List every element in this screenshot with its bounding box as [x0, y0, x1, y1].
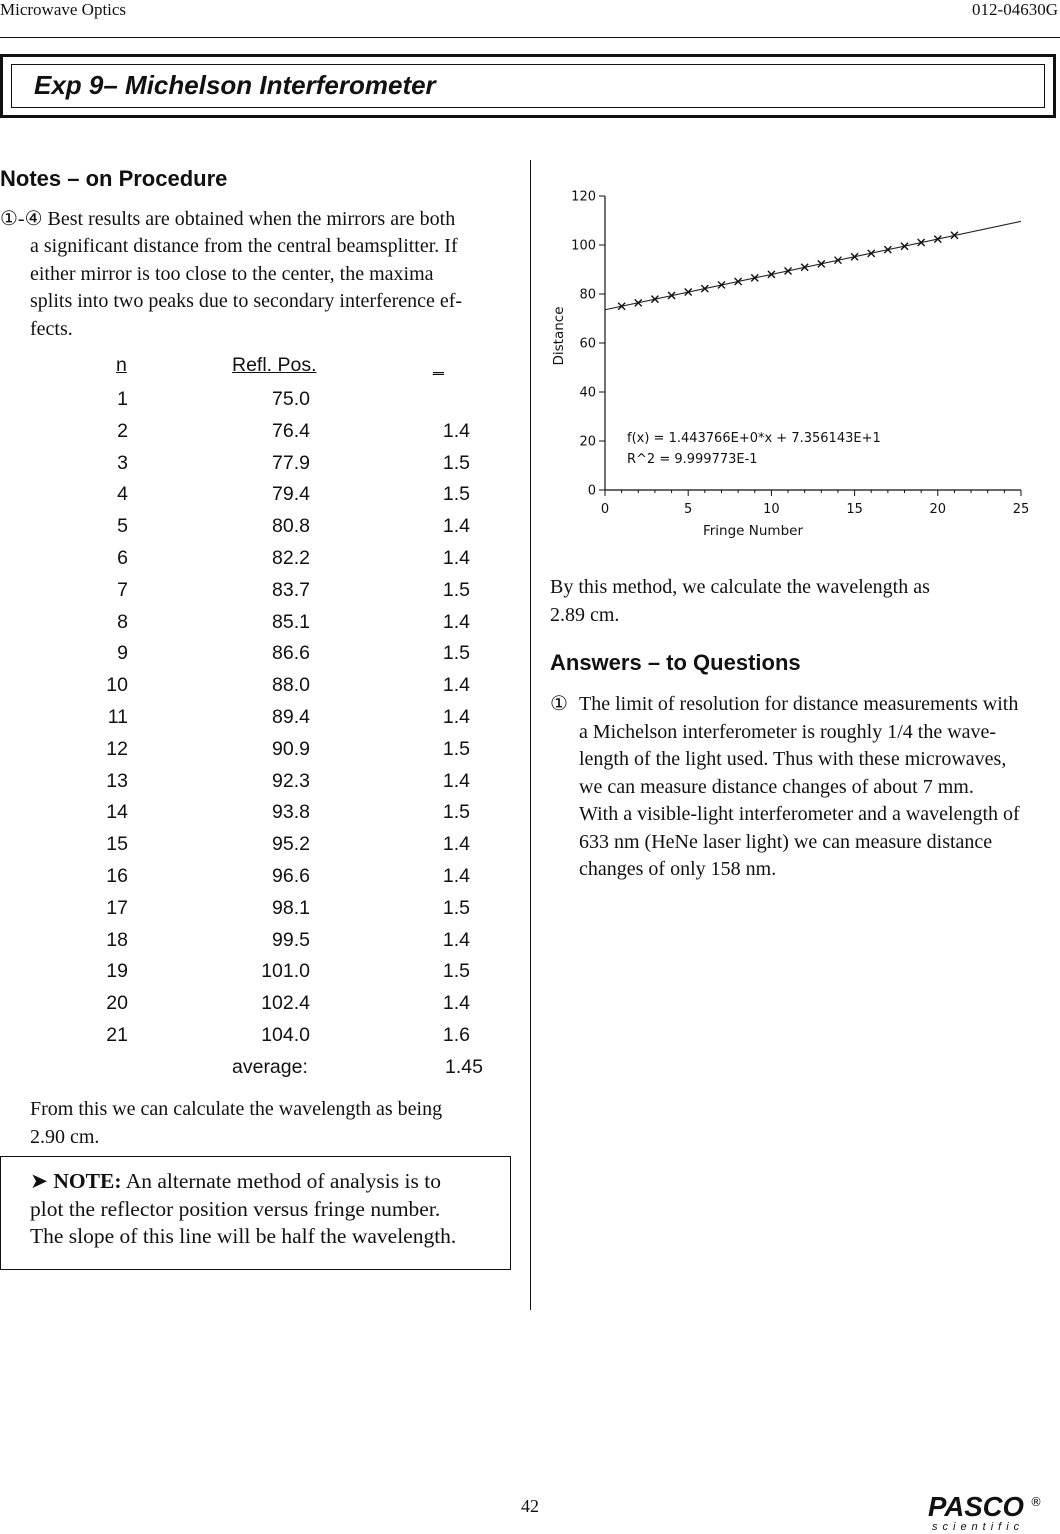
table-cell: 16 [106, 865, 128, 887]
running-header-left: Microwave Optics [0, 0, 127, 19]
notes-line: a significant distance from the central beamsplitter. If [30, 235, 458, 257]
table-cell: 9 [117, 642, 128, 665]
fit-annotation: R^2 = 9.999773E-1 [627, 452, 758, 467]
table-cell: 1.4 [442, 515, 470, 538]
table-cell: 5 [117, 515, 128, 538]
table-cell: 79.4 [272, 483, 310, 506]
notes-line: splits into two peaks due to secondary interference ef- [30, 290, 463, 312]
table-cell: 11 [107, 706, 128, 728]
logo-registered-mark: ® [1030, 1495, 1042, 1509]
header-rule [0, 37, 1060, 38]
answers-line: changes of only 158 nm. [579, 858, 777, 880]
table-cell: 82.2 [272, 547, 310, 569]
table-cell: 7 [117, 578, 128, 601]
running-header-right: 012-04630G [972, 0, 1058, 19]
by-method-line: By this method, we calculate the wavelength as [550, 576, 930, 598]
table-cell: 19 [106, 960, 128, 983]
answers-line: 633 nm (HeNe laser light) we can measure distance [579, 830, 993, 853]
table-cell: 90.9 [272, 737, 310, 760]
notes-line: either mirror is too close to the center, the maxima [30, 262, 434, 285]
table-cell: 13 [106, 769, 128, 792]
table-header: n [116, 354, 127, 376]
notes-heading: Notes – on Procedure [0, 166, 228, 191]
table-cell: 80.8 [272, 515, 310, 538]
x-tick-label: 10 [763, 502, 780, 517]
table-cell: 1.5 [442, 483, 470, 506]
table-cell: 1.4 [442, 706, 470, 728]
notes-first-line [0, 206, 520, 234]
table-cell: 1.4 [442, 833, 470, 856]
table-cell: 1.4 [442, 865, 470, 887]
table-cell: 1.4 [442, 769, 470, 792]
x-tick-label: 5 [684, 502, 693, 517]
y-tick-label: 60 [579, 336, 596, 352]
table-cell: 92.3 [272, 769, 310, 792]
table-cell: 1.5 [442, 896, 470, 919]
table-cell: 1.4 [442, 928, 470, 951]
note-line-2: plot the reflector position versus fringe number. [30, 1196, 441, 1221]
table-cell: 21 [106, 1024, 128, 1046]
x-tick-label: 0 [600, 502, 610, 517]
from-this-line: 2.90 cm. [30, 1125, 100, 1148]
x-tick-label: 15 [846, 502, 863, 517]
answers-line: a Michelson interferometer is roughly 1/4 the wave- [579, 720, 997, 743]
table-header: Refl. Pos. [232, 354, 317, 376]
table-cell: 86.6 [272, 642, 310, 665]
table-cell: 12 [106, 737, 128, 760]
table-cell: 10 [106, 674, 128, 697]
fit-line [605, 221, 1021, 309]
y-tick-label: 0 [587, 483, 596, 499]
table-cell: 8 [117, 610, 128, 633]
x-tick-label: 25 [1012, 502, 1030, 517]
table-cell: 93.8 [272, 801, 310, 824]
note-line-3: The slope of this line will be half the wavelength. [30, 1224, 457, 1248]
fringe-distance-chart [545, 180, 1045, 545]
table-header: _ [433, 354, 444, 376]
table-cell: 1.5 [442, 451, 470, 474]
table-cell: 17 [106, 896, 128, 919]
logo-wordmark: PASCO [928, 1492, 1025, 1522]
arrow-icon: ➤ [30, 1169, 49, 1194]
y-tick-label: 40 [579, 385, 596, 401]
x-axis-label: Fringe Number [702, 523, 804, 539]
table-cell: 1.4 [442, 992, 470, 1015]
logo-subtext: scientific [932, 1521, 1025, 1532]
y-tick-label: 100 [571, 238, 596, 254]
by-method-paragraph [550, 574, 1030, 629]
answers-line: we can measure distance changes of about 7 mm. [579, 775, 974, 798]
from-this-paragraph [30, 1096, 510, 1151]
table-cell: 14 [106, 801, 128, 824]
notes-line: fects. [30, 317, 73, 340]
y-tick-label: 80 [579, 287, 596, 303]
average-label: average: [232, 1055, 308, 1078]
table-cell: 98.1 [272, 896, 310, 919]
note-label: NOTE: [53, 1169, 122, 1193]
average-value: 1.45 [445, 1055, 483, 1078]
table-cell: 20 [106, 992, 128, 1015]
table-cell: 1.5 [442, 737, 470, 760]
table-cell: 96.6 [272, 865, 310, 887]
x-tick-label: 20 [929, 502, 947, 517]
table-cell: 1.5 [442, 801, 470, 824]
answers-line: The limit of resolution for distance measurements with [579, 693, 1019, 715]
y-tick-label: 120 [571, 189, 596, 205]
table-cell: 2 [117, 419, 128, 442]
table-cell: 95.2 [272, 833, 310, 856]
by-method-line: 2.89 cm. [550, 603, 620, 626]
table-cell: 77.9 [272, 451, 310, 474]
table-cell: 85.1 [272, 610, 310, 633]
table-cell: 1.4 [442, 419, 470, 442]
table-cell: 3 [117, 451, 128, 474]
table-cell: 104.0 [261, 1024, 310, 1046]
table-cell: 102.4 [261, 992, 310, 1015]
page-number: 42 [521, 1496, 539, 1516]
note-line-1 [30, 1168, 500, 1196]
notes-paragraph [30, 233, 510, 343]
answers-paragraph [579, 691, 1059, 884]
table-cell: 6 [117, 547, 128, 569]
y-tick-label: 20 [579, 434, 596, 450]
table-cell: 4 [117, 483, 128, 506]
table-cell: 15 [106, 833, 128, 856]
answers-heading: Answers – to Questions [550, 650, 801, 675]
table-cell: 76.4 [272, 419, 310, 442]
answers-marker: ① [550, 693, 568, 715]
table-cell: 18 [106, 928, 128, 951]
table-cell: 99.5 [272, 928, 310, 951]
table-cell: 1.4 [442, 674, 470, 697]
notes-marker: ①-④ [0, 208, 43, 230]
table-cell: 88.0 [272, 674, 310, 697]
table-cell: 101.0 [261, 960, 310, 983]
table-cell: 1.5 [442, 960, 470, 983]
answers-line: With a visible-light interferometer and a wavelength of [579, 803, 1020, 825]
from-this-line: From this we can calculate the wavelength as being [30, 1098, 443, 1120]
table-cell: 1.5 [442, 642, 470, 665]
answers-line: length of the light used. Thus with these microwaves, [579, 748, 1007, 770]
notes-line-1: Best results are obtained when the mirrors are both [47, 208, 456, 230]
page-title: Exp 9– Michelson Interferometer [34, 70, 436, 100]
pasco-logo [926, 1492, 1042, 1532]
y-axis-label: Distance [551, 306, 567, 366]
note-text [30, 1168, 500, 1251]
table-cell: 1.6 [442, 1024, 470, 1046]
table-cell: 1.4 [442, 547, 470, 569]
table-cell: 89.4 [272, 706, 310, 728]
table-cell: 83.7 [272, 578, 310, 601]
note-line-1-text: An alternate method of analysis is to [125, 1169, 441, 1193]
fit-annotation: f(x) = 1.443766E+0*x + 7.356143E+1 [627, 431, 881, 446]
table-cell: 1.5 [442, 578, 470, 601]
table-cell: 1.4 [442, 610, 470, 633]
table-cell: 75.0 [272, 388, 310, 410]
column-divider [530, 160, 531, 1310]
table-cell: 1 [117, 388, 128, 410]
